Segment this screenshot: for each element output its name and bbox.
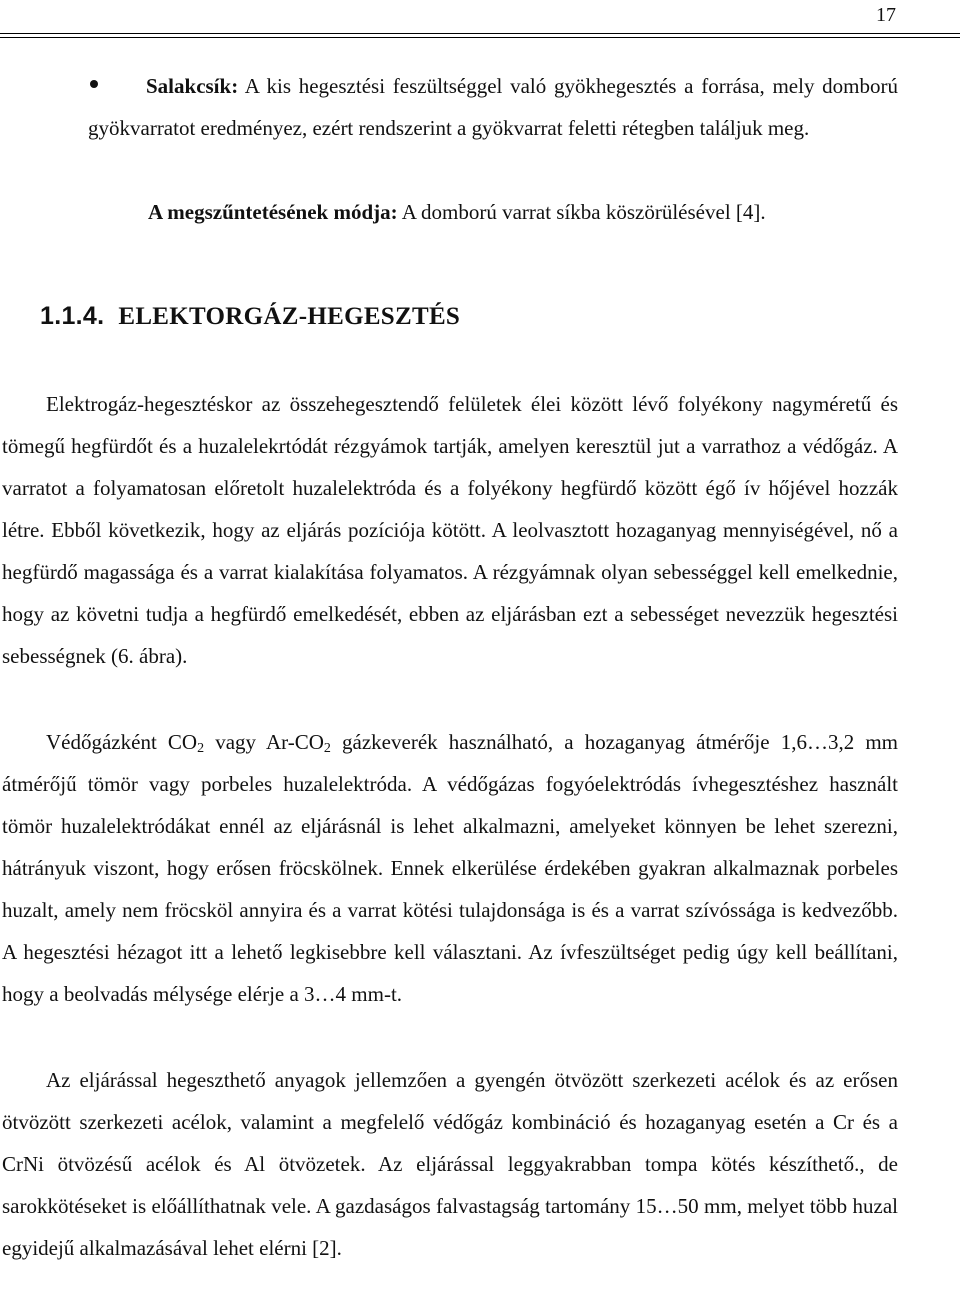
paragraph-1-text: Elektrogáz-hegesztéskor az összehegesztendő felületek élei között lévő folyékony nagyméretű és tömegű hegfürdőt és a huzalelekrtódát rézgyámok tartják, amelyen keresztül jut a varrathoz a védőgáz. A varratot a folyamatosan előretolt huzalelektróda és a folyékony hegfürdő között égő ív hőjével hozzák létre. Ebből következik, hogy az eljárás pozíciója kötött. A leolvasztott hozaganyag mennyiségével, nő a hegfürdő magassága és a varrat kialakítása folyamatos. A rézgyámnak olyan sebességgel kell emelkednie, hogy az követni tudja a hegfürdő emelkedését, ebben az eljárásban ezt a sebességet nevezzük hegesztési sebességnek (6. ábra). [2,392,898,668]
section-title: ELEKTORGÁZ-HEGESZTÉS [118,303,461,330]
paragraph-2-text-c: gázkeverék használható, a hozaganyag átmérője 1,6…3,2 mm átmérőjű tömör vagy porbeles huzalelektróda. A védőgázas fogyóelektródás ívhegesztéshez használt tömör huzalelektródákat ennél az eljárásnál is lehet alkalmazni, amelyeket könnyen be lehet szerezni, hátrányuk viszont, hogy erősen fröcskölnek. Ennek elkerülése érdekében gyakran alkalmaznak porbeles huzalt, amely nem fröcsköl annyira és a varrat kötési tulajdonsága is és a varrat szívóssága is kedvezőbb. A hegesztési hézagot itt a lehető legkisebbre kell választani. Az ívfeszültséget pedig úgy kell beállítani, hogy a beolvadás mélysége elérje a 3…4 mm-t. [2,730,898,1006]
remedy-text: A domború varrat síkba köszörülésével [4]. [401,200,766,224]
paragraph-2 [2,721,898,1015]
paragraph-1 [2,383,898,677]
paragraph-3 [2,1059,898,1269]
remedy-label: A megszűntetésének módja: [148,200,398,224]
subscript-2: 2 [197,741,205,756]
subscript-2: 2 [323,741,331,756]
bullet-term: Salakcsík: [146,74,239,98]
bullet-item [88,65,898,149]
paragraph-2-text-b: vagy Ar-CO [204,730,324,754]
paragraph-2-text-a: Védőgázként CO [46,730,198,754]
remedy-line [148,191,766,233]
header-rule [0,33,960,38]
paragraph-3-text: Az eljárással hegeszthető anyagok jellemzően a gyengén ötvözött szerkezeti acélok és az erősen ötvözött szerkezeti acélok, valamint a megfelelő védőgáz kombináció és hozaganyag esetén a Cr és a CrNi ötvözésű acélok és Al ötvözetek. Az eljárással leggyakrabban tompa kötés készíthető., de sarokkötéseket is előállíthatnak vele. A gazdaságos falvastagság tartomány 15…50 mm, melyet több huzal egyidejű alkalmazásával lehet elérni [2]. [2,1068,898,1260]
section-heading [40,302,460,331]
bullet-text: A kis hegesztési feszültséggel való gyökhegesztés a forrása, mely domború gyökvarratot eredményez, ezért rendszerint a gyökvarrat feletti rétegben találjuk meg. [88,74,899,140]
section-number: 1.1.4. [40,302,105,330]
page-number: 17 [876,4,896,26]
